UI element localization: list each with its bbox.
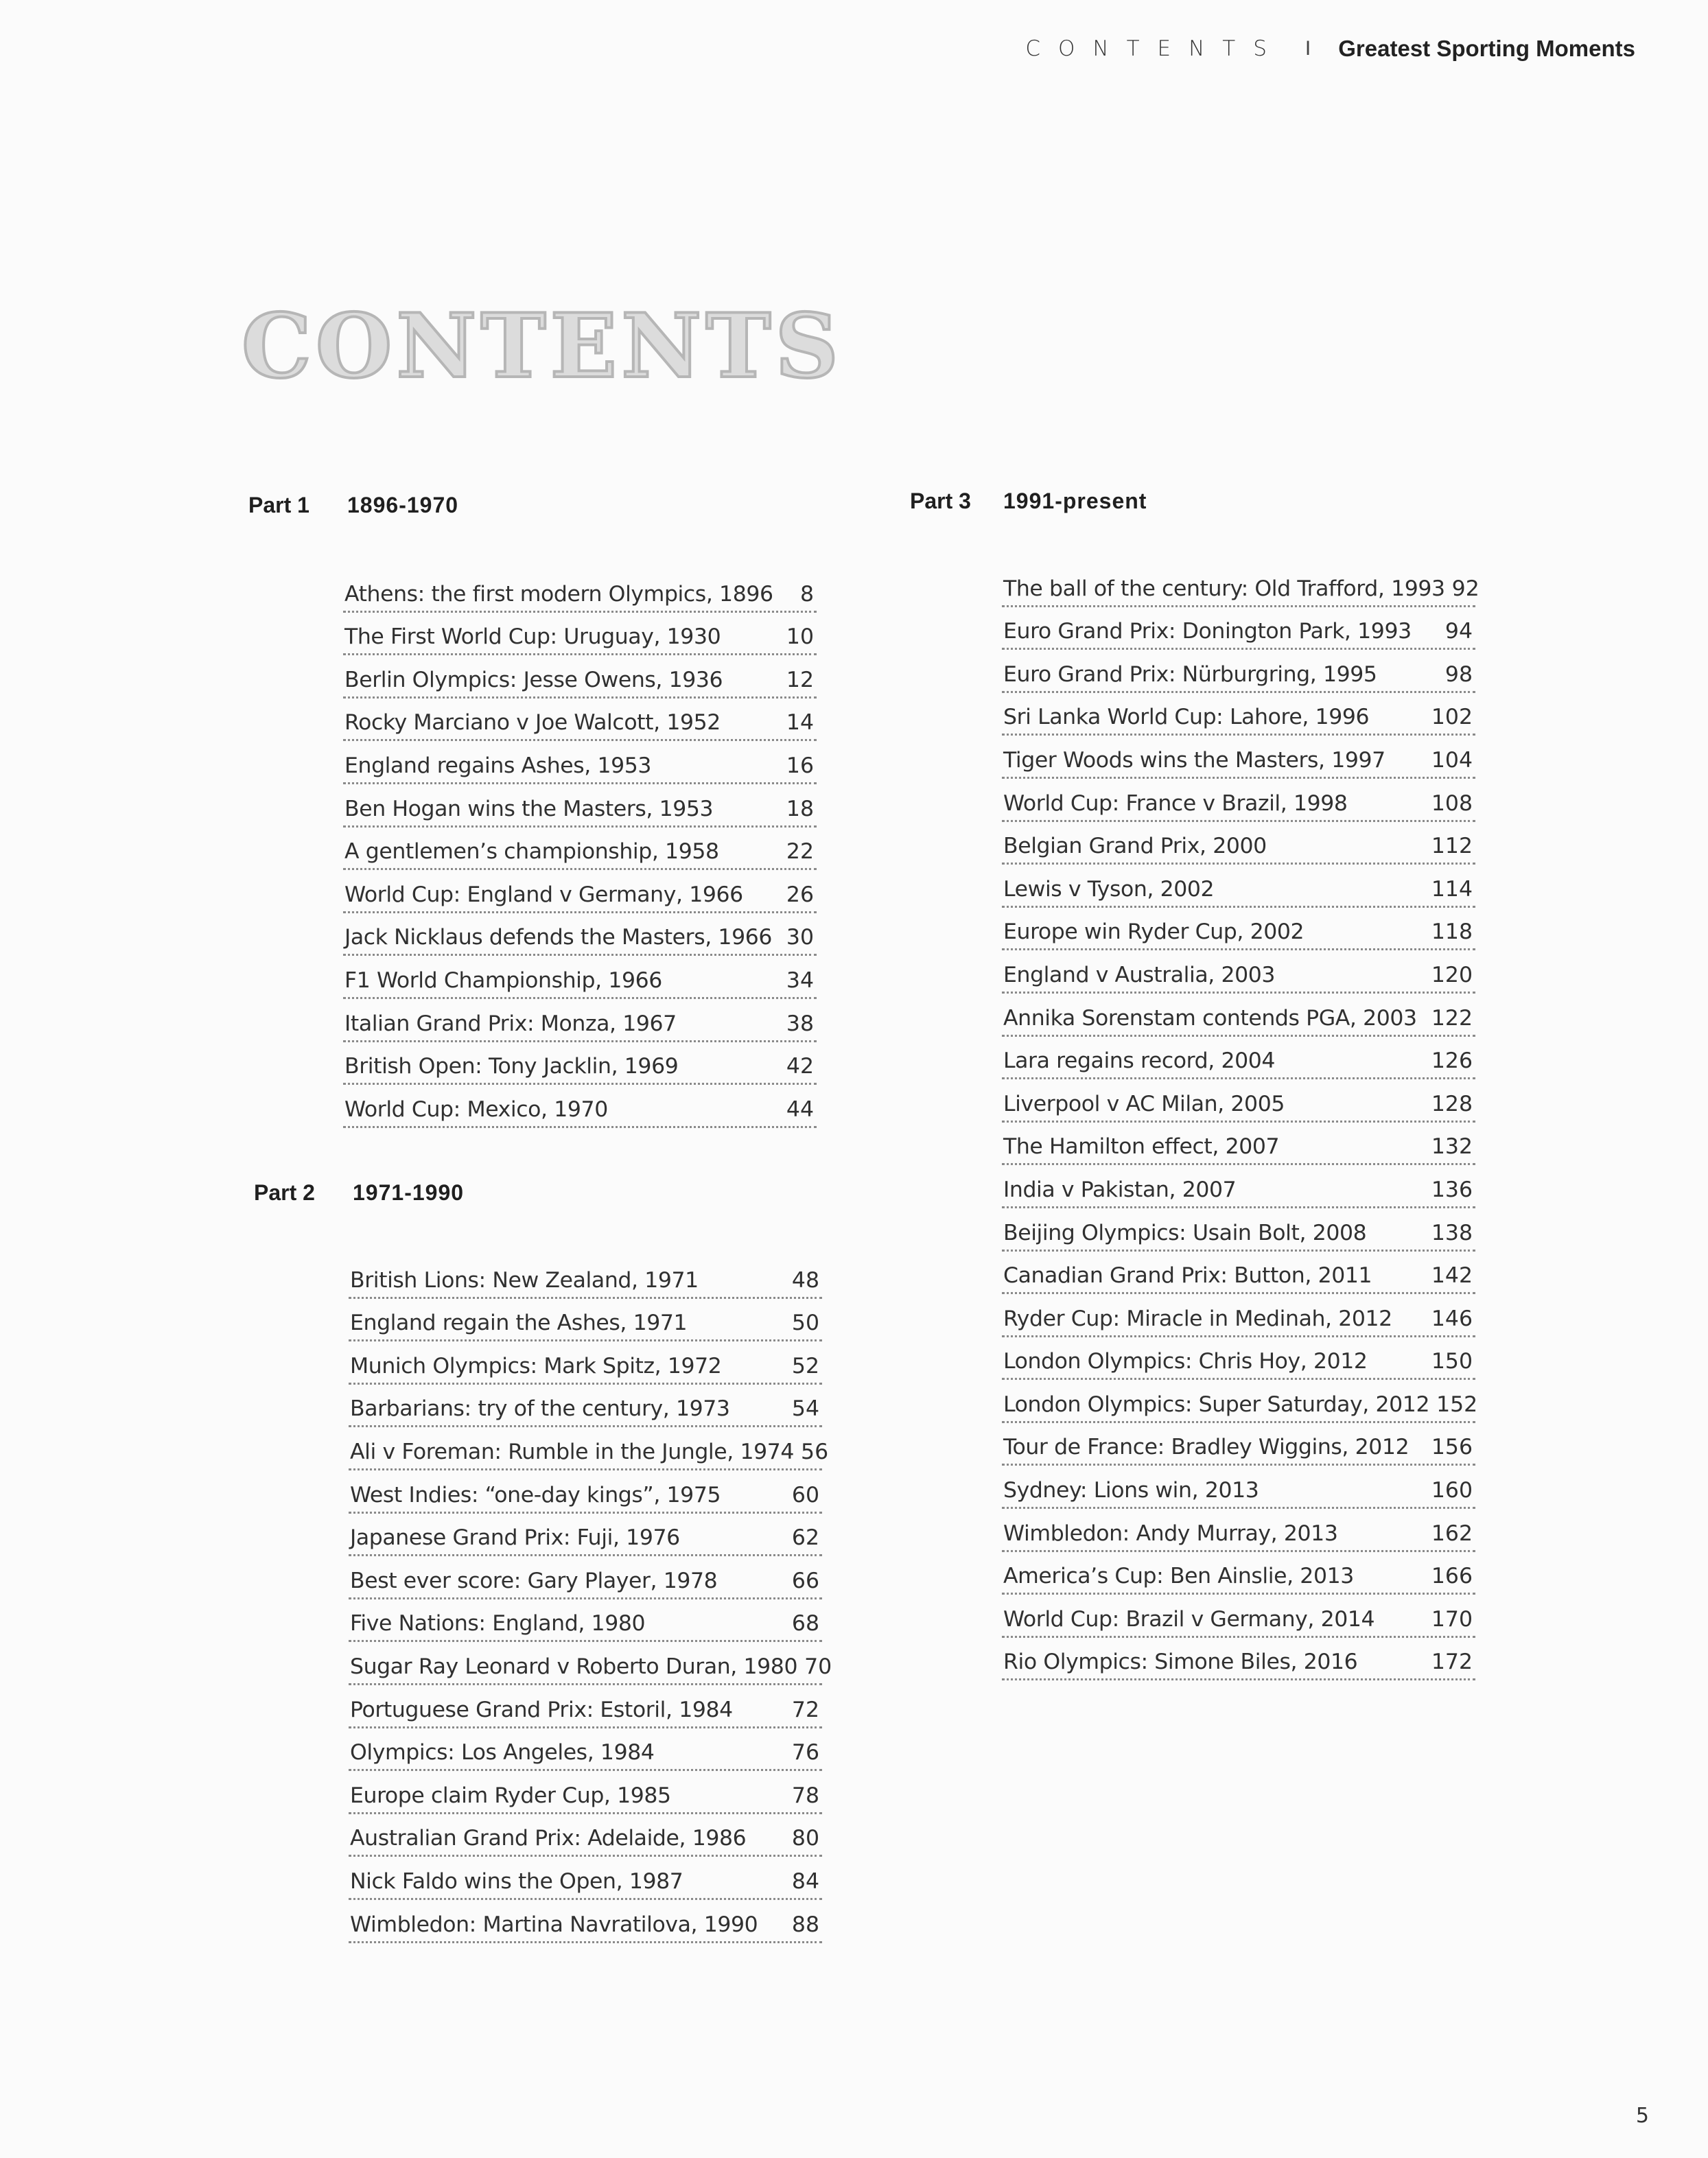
toc-entry <box>343 913 817 957</box>
toc-entry-title: Belgian Grand Prix, 2000 <box>1003 834 1267 859</box>
toc-entry-page: 48 <box>791 1267 819 1293</box>
toc-entry <box>343 870 817 913</box>
toc-entry-page: 128 <box>1431 1091 1473 1116</box>
toc-entry <box>349 1556 822 1599</box>
toc-entry <box>343 570 817 613</box>
toc-entry <box>349 1642 832 1685</box>
toc-entry-title: Sydney: Lions win, 2013 <box>1003 1478 1259 1503</box>
toc-entry <box>349 1341 822 1385</box>
toc-entry-title: Japanese Grand Prix: Fuji, 1976 <box>350 1525 680 1551</box>
toc-entry <box>1002 564 1479 607</box>
toc-entry-title: Europe win Ryder Cup, 2002 <box>1003 919 1305 945</box>
toc-entry <box>343 999 817 1042</box>
toc-entry-page: 170 <box>1431 1606 1473 1632</box>
toc-entry-title: Beijing Olympics: Usain Bolt, 2008 <box>1003 1220 1367 1245</box>
page-number: 5 <box>1635 2104 1649 2128</box>
toc-entry-page: 104 <box>1431 747 1473 773</box>
toc-entry <box>343 655 817 699</box>
toc-entry-title: World Cup: France v Brazil, 1998 <box>1003 790 1348 816</box>
toc-entry-page: 70 <box>804 1654 832 1679</box>
toc-entry-page: 138 <box>1431 1220 1473 1245</box>
toc-entry-title: Ben Hogan wins the Masters, 1953 <box>344 796 714 821</box>
running-head-separator: I <box>1305 37 1311 60</box>
toc-entry-page: 18 <box>786 796 814 821</box>
toc-entry-page: 62 <box>791 1525 819 1551</box>
toc-entry-page: 150 <box>1431 1349 1473 1374</box>
toc-entry <box>1002 1337 1475 1381</box>
toc-entry-title: World Cup: Mexico, 1970 <box>344 1096 608 1122</box>
toc-entry-page: 102 <box>1431 705 1473 730</box>
toc-entry-page: 50 <box>791 1311 819 1336</box>
toc-entry-title: Wimbledon: Andy Murray, 2013 <box>1003 1521 1338 1546</box>
toc-entry-title: America’s Cup: Ben Ainslie, 2013 <box>1003 1564 1354 1589</box>
toc-entry-title: West Indies: “one-day kings”, 1975 <box>350 1482 721 1508</box>
toc-entry-title: Tour de France: Bradley Wiggins, 2012 <box>1003 1435 1409 1460</box>
toc-entry-title: Annika Sorenstam contends PGA, 2003 <box>1003 1005 1417 1031</box>
toc-entry-page: 54 <box>791 1396 819 1422</box>
toc-entry-title: Ali v Foreman: Rumble in the Jungle, 1974 <box>350 1439 795 1464</box>
toc-entry <box>1002 1252 1475 1295</box>
toc-entry <box>1002 1466 1475 1509</box>
toc-entry-title: Nick Faldo wins the Open, 1987 <box>350 1868 683 1894</box>
toc-entry-page: 122 <box>1431 1005 1473 1031</box>
toc-entry-page: 162 <box>1431 1521 1473 1546</box>
toc-entry-page: 136 <box>1431 1177 1473 1202</box>
toc-entry <box>1002 779 1475 822</box>
toc-entry <box>1002 1380 1478 1423</box>
toc-entry-page: 156 <box>1431 1435 1473 1460</box>
toc-entry <box>1002 1638 1475 1681</box>
toc-entry-page: 166 <box>1431 1564 1473 1589</box>
toc-entry <box>349 1814 822 1857</box>
toc-entry <box>1002 693 1475 736</box>
toc-entry-title: England regain the Ashes, 1971 <box>350 1311 688 1336</box>
toc-entry <box>1002 865 1475 908</box>
toc-entry-title: F1 World Championship, 1966 <box>344 967 662 993</box>
toc-entry-page: 38 <box>786 1011 814 1036</box>
toc-entry <box>1002 607 1475 650</box>
toc-entry <box>1002 1552 1475 1595</box>
toc-entry-title: British Lions: New Zealand, 1971 <box>350 1267 699 1293</box>
toc-entry-title: Lara regains record, 2004 <box>1003 1048 1276 1074</box>
toc-entry-title: Ryder Cup: Miracle in Medinah, 2012 <box>1003 1306 1392 1331</box>
toc-entry-page: 172 <box>1431 1650 1473 1675</box>
toc-entry-title: Barbarians: try of the century, 1973 <box>350 1396 730 1422</box>
toc-entry-title: The Hamilton effect, 2007 <box>1003 1134 1280 1160</box>
toc-entry-page: 118 <box>1431 919 1473 945</box>
toc-entry <box>349 1299 822 1342</box>
part-2-heading <box>254 1180 464 1206</box>
toc-entry-page: 14 <box>786 710 814 736</box>
toc-entry <box>349 1427 829 1470</box>
toc-entry-page: 56 <box>801 1439 829 1464</box>
toc-entry-title: Canadian Grand Prix: Button, 2011 <box>1003 1263 1372 1289</box>
toc-entry <box>1002 650 1475 693</box>
toc-entry <box>343 956 817 999</box>
toc-entry-title: Five Nations: England, 1980 <box>350 1611 646 1637</box>
toc-entry <box>343 741 817 784</box>
part-3-entries <box>1002 564 1479 1680</box>
toc-entry <box>349 1385 822 1428</box>
toc-entry <box>349 1256 822 1299</box>
toc-entry-title: Portuguese Grand Prix: Estoril, 1984 <box>350 1697 733 1722</box>
toc-entry-page: 16 <box>786 753 814 778</box>
toc-entry <box>349 1599 822 1643</box>
part-label: Part 1 <box>248 493 309 517</box>
toc-entry <box>343 699 817 742</box>
toc-entry-page: 30 <box>786 925 814 950</box>
toc-entry <box>349 1470 822 1514</box>
toc-entry-title: Olympics: Los Angeles, 1984 <box>350 1740 655 1766</box>
page-title: CONTENTS <box>242 295 843 398</box>
toc-entry-title: Italian Grand Prix: Monza, 1967 <box>344 1011 677 1036</box>
toc-entry <box>1002 908 1475 951</box>
toc-entry-page: 60 <box>791 1482 819 1508</box>
toc-entry <box>349 1728 822 1772</box>
part-1-entries <box>343 570 817 1128</box>
part-3-heading <box>910 489 1147 514</box>
toc-entry-page: 52 <box>791 1353 819 1379</box>
toc-entry-title: India v Pakistan, 2007 <box>1003 1177 1237 1202</box>
toc-entry-title: The ball of the century: Old Trafford, 1993 <box>1003 576 1445 601</box>
toc-entry-title: England v Australia, 2003 <box>1003 962 1276 987</box>
toc-entry-page: 152 <box>1436 1392 1478 1417</box>
toc-entry-page: 120 <box>1431 962 1473 987</box>
toc-entry-title: Berlin Olympics: Jesse Owens, 1936 <box>344 667 723 692</box>
toc-entry-page: 108 <box>1431 790 1473 816</box>
toc-entry-page: 160 <box>1431 1478 1473 1503</box>
toc-entry <box>343 1085 817 1128</box>
toc-entry-page: 68 <box>791 1611 819 1637</box>
toc-entry <box>1002 822 1475 865</box>
toc-entry-page: 8 <box>799 581 814 607</box>
toc-entry-title: British Open: Tony Jacklin, 1969 <box>344 1054 679 1079</box>
toc-entry-page: 114 <box>1431 876 1473 902</box>
toc-entry <box>343 784 817 828</box>
toc-entry <box>349 1857 822 1900</box>
toc-entry-title: World Cup: Brazil v Germany, 2014 <box>1003 1606 1375 1632</box>
toc-entry-title: World Cup: England v Germany, 1966 <box>344 882 743 907</box>
toc-entry-title: Lewis v Tyson, 2002 <box>1003 876 1215 902</box>
toc-entry-page: 12 <box>786 667 814 692</box>
toc-entry-page: 94 <box>1444 619 1473 644</box>
book-title: Greatest Sporting Moments <box>1338 36 1635 61</box>
toc-entry-page: 42 <box>786 1054 814 1079</box>
toc-entry <box>1002 1165 1475 1208</box>
toc-entry <box>1002 1037 1475 1080</box>
toc-entry-page: 76 <box>791 1740 819 1766</box>
toc-entry <box>343 1042 817 1086</box>
toc-entry-page: 146 <box>1431 1306 1473 1331</box>
toc-entry-page: 44 <box>786 1096 814 1122</box>
toc-entry-page: 80 <box>791 1826 819 1851</box>
toc-entry <box>1002 1123 1475 1166</box>
toc-entry-title: Munich Olympics: Mark Spitz, 1972 <box>350 1353 722 1379</box>
part-1-heading <box>248 493 458 518</box>
toc-entry <box>1002 736 1475 779</box>
toc-entry <box>1002 1509 1475 1552</box>
toc-entry-page: 132 <box>1431 1134 1473 1160</box>
toc-entry <box>1002 1294 1475 1337</box>
toc-entry <box>349 1771 822 1814</box>
toc-entry-page: 34 <box>786 967 814 993</box>
toc-entry-title: Rio Olympics: Simone Biles, 2016 <box>1003 1650 1358 1675</box>
toc-entry <box>1002 1079 1475 1123</box>
toc-entry-title: Tiger Woods wins the Masters, 1997 <box>1003 747 1385 773</box>
toc-entry <box>1002 1423 1475 1466</box>
toc-entry-title: Europe claim Ryder Cup, 1985 <box>350 1783 671 1808</box>
toc-entry <box>343 828 817 871</box>
toc-entry-title: Liverpool v AC Milan, 2005 <box>1003 1091 1285 1116</box>
toc-entry-page: 92 <box>1451 576 1479 601</box>
toc-entry-page: 88 <box>791 1912 819 1937</box>
toc-entry <box>349 1514 822 1557</box>
toc-entry-title: Sri Lanka World Cup: Lahore, 1996 <box>1003 705 1370 730</box>
toc-entry <box>343 613 817 656</box>
toc-entry <box>1002 1208 1475 1252</box>
toc-entry-page: 126 <box>1431 1048 1473 1074</box>
toc-entry-page: 84 <box>791 1868 819 1894</box>
toc-entry-title: Euro Grand Prix: Nürburgring, 1995 <box>1003 661 1377 687</box>
toc-entry-page: 112 <box>1431 834 1473 859</box>
toc-entry <box>349 1685 822 1728</box>
part-label: Part 3 <box>910 489 971 513</box>
running-head <box>1025 36 1635 62</box>
toc-entry-title: Jack Nicklaus defends the Masters, 1966 <box>344 925 772 950</box>
toc-entry-page: 10 <box>786 624 814 650</box>
toc-entry <box>1002 994 1475 1037</box>
part-label: Part 2 <box>254 1180 315 1205</box>
toc-entry-title: Athens: the first modern Olympics, 1896 <box>344 581 773 607</box>
toc-entry-page: 72 <box>791 1697 819 1722</box>
toc-entry-page: 22 <box>786 839 814 865</box>
toc-entry-title: Best ever score: Gary Player, 1978 <box>350 1568 718 1593</box>
toc-entry-page: 98 <box>1444 661 1473 687</box>
toc-entry-title: London Olympics: Super Saturday, 2012 <box>1003 1392 1430 1417</box>
toc-entry-title: England regains Ashes, 1953 <box>344 753 652 778</box>
toc-entry-title: Australian Grand Prix: Adelaide, 1986 <box>350 1826 747 1851</box>
toc-entry-page: 26 <box>786 882 814 907</box>
toc-entry <box>1002 1595 1475 1638</box>
running-head-label: CONTENTS <box>1025 36 1285 61</box>
toc-entry-page: 78 <box>791 1783 819 1808</box>
part-range: 1971-1990 <box>353 1180 465 1205</box>
toc-entry-title: Wimbledon: Martina Navratilova, 1990 <box>350 1912 758 1937</box>
part-range: 1991-present <box>1003 489 1147 513</box>
toc-entry-title: London Olympics: Chris Hoy, 2012 <box>1003 1349 1368 1374</box>
part-range: 1896-1970 <box>347 493 459 517</box>
toc-entry-page: 142 <box>1431 1263 1473 1289</box>
toc-entry-title: Rocky Marciano v Joe Walcott, 1952 <box>344 710 721 736</box>
toc-entry <box>349 1900 822 1943</box>
toc-entry <box>1002 950 1475 994</box>
toc-entry-title: A gentlemen’s championship, 1958 <box>344 839 719 865</box>
part-2-entries <box>349 1256 832 1943</box>
toc-entry-title: The First World Cup: Uruguay, 1930 <box>344 624 721 650</box>
toc-entry-page: 66 <box>791 1568 819 1593</box>
toc-entry-title: Sugar Ray Leonard v Roberto Duran, 1980 <box>350 1654 798 1679</box>
toc-entry-title: Euro Grand Prix: Donington Park, 1993 <box>1003 619 1412 644</box>
